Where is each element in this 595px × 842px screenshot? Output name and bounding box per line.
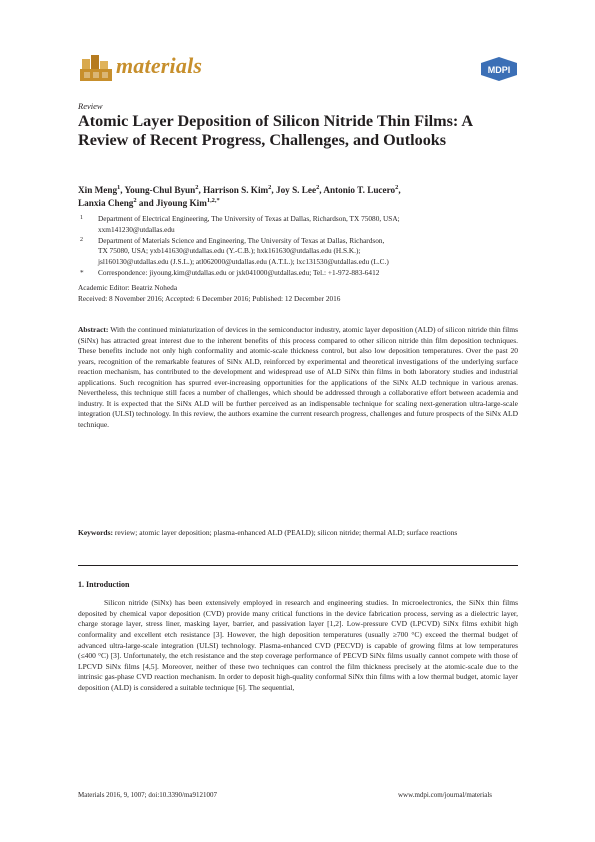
author: Harrison S. Kim xyxy=(203,185,269,195)
keywords xyxy=(78,528,518,539)
dates: Received: 8 November 2016; Accepted: 6 December 2016; Published: 12 December 2016 xyxy=(78,293,341,303)
author-list: Xin Meng$^1$, Young-Chul Byun$^2$, Harrison S. Kim$^2$, Joy S. Lee$^2$, Antonio T. Lucero$^2$, Lanxia Cheng$^2$ and Jiyoung Kim$^{1,2,*}$ xyxy=(78,183,401,208)
journal-name: materials xyxy=(116,53,203,78)
author: Xin Meng xyxy=(78,185,118,195)
keywords-text: review; atomic layer deposition; plasma-enhanced ALD (PEALD); silicon nitride; thermal ALD; surface reactions xyxy=(114,528,458,537)
affiliations xyxy=(78,214,518,279)
author: Jiyoung Kim xyxy=(156,198,207,208)
mdpi-logo-icon xyxy=(479,56,519,82)
mdpi-logo-text: MDPI xyxy=(487,65,511,75)
author: Lanxia Cheng xyxy=(78,198,134,208)
footer-citation: Materials 2016, 9, 1007; doi:10.3390/ma9121007 xyxy=(78,791,218,799)
footer-url[interactable]: www.mdpi.com/journal/materials xyxy=(398,791,493,799)
affiliation-1: 1 Department of Electrical Engineering, The University of Texas at Dallas, Richardson, TX 75080, USA; xxm141230@utdallas.edu xyxy=(80,214,400,234)
academic-editor: Academic Editor: Beatriz Noheda xyxy=(78,283,178,292)
abstract-text: With the continued miniaturization of devices in the semiconductor industry, atomic layer deposition (ALD) of silicon nitride thin films (SiNx) has attracted great interest due to the inherent benefits of this process compared to other silicon nitride thin film deposition techniques. These benefits include not only high conformality and atomic-scale thickness control, but also low deposition temperatures. Over the past 20 years, recognition of the remarkable features of SiNx ALD, reinforced by experimental and theoretical investigations of the underlying surface reaction mechanism, has contributed to the development and widespread use of ALD SiNx thin films in both laboratory studies and industrial applications. Such recognition has spurred ever-increasing opportunities for the applications of the SiNx ALD technique in various arenas. Nevertheless, this technique still faces a number of challenges, which should be addressed through a collaborative effort between academia and industry. It is expected that the SiNx ALD will be further perceived as an indispensable technique for scaling next-generation ultra-large-scale integration (ULSI) technology. In this review, the authors examine the current research progress, challenges and future prospects of the SiNx ALD technique. xyxy=(78,325,518,429)
author: Antonio T. Lucero xyxy=(323,185,396,195)
article-title: Atomic Layer Deposition of Silicon Nitride Thin Films: A Review of Recent Progress, Challenges, and Outlooks xyxy=(78,112,473,149)
abstract xyxy=(78,325,518,430)
author: Joy S. Lee xyxy=(275,185,317,195)
divider xyxy=(78,565,518,566)
article-type: Review xyxy=(78,101,103,111)
author: Young-Chul Byun xyxy=(124,185,196,195)
article-history xyxy=(78,283,518,305)
materials-logo-icon xyxy=(78,49,114,83)
affiliation-2: 2 Department of Materials Science and Engineering, The University of Texas at Dallas, Richardson, TX 75080, USA; yxb141630@utdallas.edu (Y.-C.B.); hxk161630@utdallas.edu (H.S.K.); jsl160130@utdallas.edu (J.S.L.); atl062000@utdallas.edu (A.T.L.); lxc131530@utdallas.edu (L.C.) xyxy=(80,235,389,267)
correspondence: * Correspondence: jiyoung.kim@utdallas.edu or jxk041000@utdallas.edu; Tel.: +1-972-883-6412 xyxy=(80,267,380,277)
keywords-label: Keywords: xyxy=(78,528,113,537)
intro-paragraph: Silicon nitride (SiNx) has been extensively employed in research and engineering studies. In microelectronics, the SiNx thin films deposited by chemical vapor deposition (CVD) provide many critical functions in the device fabrication process, serving as a dielectric layer, charge storage layer, stress liner, masking layer, barrier, and passivation layer [1,2]. Low-pressure CVD (LPCVD) SiNx films exhibit high conformality and excellent etch resistance [3]. However, the high deposition temperatures (usually ≥700 °C) exceed the thermal budget of advanced ultra-large-scale integration (ULSI) technology. Plasma-enhanced CVD (PECVD) is capable of growing films at low temperatures (≤400 °C) [3]. Unfortunately, the etch resistance and the step coverage performance of PECVD SiNx films usually cannot compete with those of LPCVD SiNx films [4,5]. Moreover, neither of these two techniques can control the film thickness precisely at the atomic-scale due to the intrinsic gas-phase CVD reaction mechanism. In order to deposit high-quality conformal SiNx thin films with a low thermal budget, atomic layer deposition (ALD) is considered a suitable technique [6]. The sequential, xyxy=(78,598,518,692)
abstract-label: Abstract: xyxy=(78,325,109,334)
section-heading: 1. Introduction xyxy=(78,580,130,589)
